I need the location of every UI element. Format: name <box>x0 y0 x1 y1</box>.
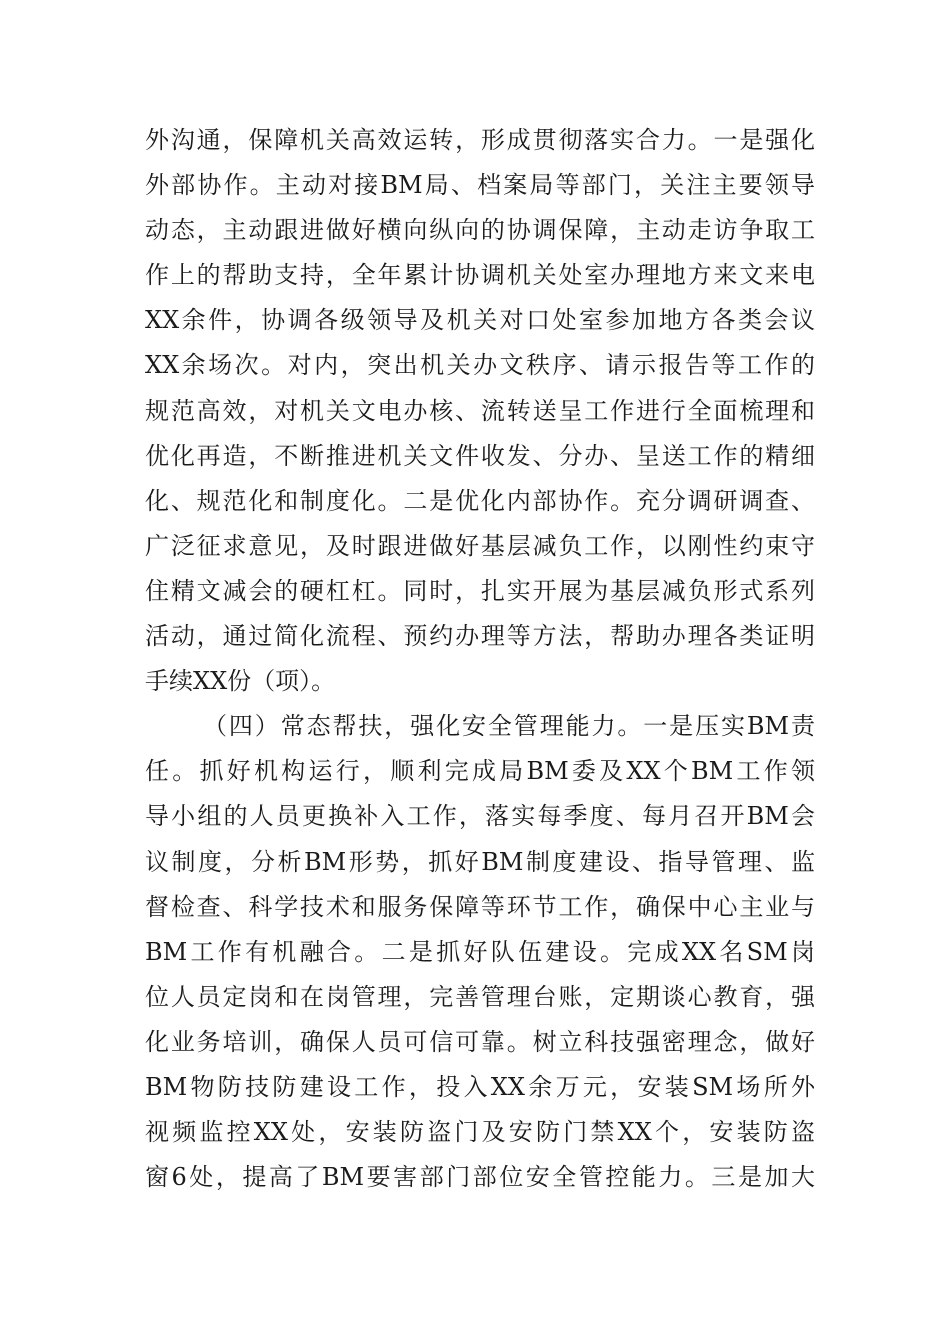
text-line: 规范高效，对机关文电办核、流转送呈工作进行全面梳理和 <box>145 396 815 425</box>
text-line: 优化再造，不断推进机关文件收发、分办、呈送工作的精细 <box>145 441 815 470</box>
text-line: 化业务培训，确保人员可信可靠。树立科技强密理念，做好 <box>145 1027 815 1056</box>
text-line: BM物防技防建设工作，投入XX余万元，安装SM场所外 <box>145 1072 815 1101</box>
text-line: 广泛征求意见，及时跟进做好基层减负工作，以刚性约束守 <box>145 531 815 560</box>
text-line: 化、规范化和制度化。二是优化内部协作。充分调研调查、 <box>145 486 815 515</box>
text-line: 活动，通过简化流程、预约办理等方法，帮助办理各类证明 <box>145 622 815 651</box>
text-line: BM工作有机融合。二是抓好队伍建设。完成XX名SM岗 <box>145 937 815 966</box>
text-line: 外沟通，保障机关高效运转，形成贯彻落实合力。一是强化 <box>145 126 815 154</box>
body-text <box>145 118 815 1200</box>
text-line: XX余件，协调各级领导及机关对口处室参加地方各类会议 <box>145 306 815 335</box>
text-line: 视频监控XX处，安装防盗门及安防门禁XX个，安装防盗 <box>145 1118 815 1147</box>
text-line: XX余场次。对内，突出机关办文秩序、请示报告等工作的 <box>145 351 815 380</box>
text-line: 位人员定岗和在岗管理，完善管理台账，定期谈心教育，强 <box>145 982 815 1011</box>
text-line: 窗6处，提高了BM要害部门部位安全管控能力。三是加大 <box>145 1163 815 1192</box>
text-line: 住精文减会的硬杠杠。同时，扎实开展为基层减负形式系列 <box>145 576 815 605</box>
text-line: 议制度，分析BM形势，抓好BM制度建设、指导管理、监 <box>145 847 815 876</box>
section-heading-line: （四）常态帮扶，强化安全管理能力。一是压实BM责 <box>203 712 815 741</box>
text-line: 作上的帮助支持，全年累计协调机关处室办理地方来文来电 <box>145 261 815 290</box>
text-line: 任。抓好机构运行，顺利完成局BM委及XX个BM工作领 <box>145 757 815 786</box>
text-line: 外部协作。主动对接BM局、档案局等部门，关注主要领导 <box>145 171 815 200</box>
text-line: 督检查、科学技术和服务保障等环节工作，确保中心主业与 <box>145 892 815 921</box>
text-line: 动态，主动跟进做好横向纵向的协调保障，主动走访争取工 <box>145 216 815 245</box>
text-line: 导小组的人员更换补入工作，落实每季度、每月召开BM会 <box>145 802 815 831</box>
paragraph-end-line: 手续XX份（项）。 <box>145 667 336 696</box>
